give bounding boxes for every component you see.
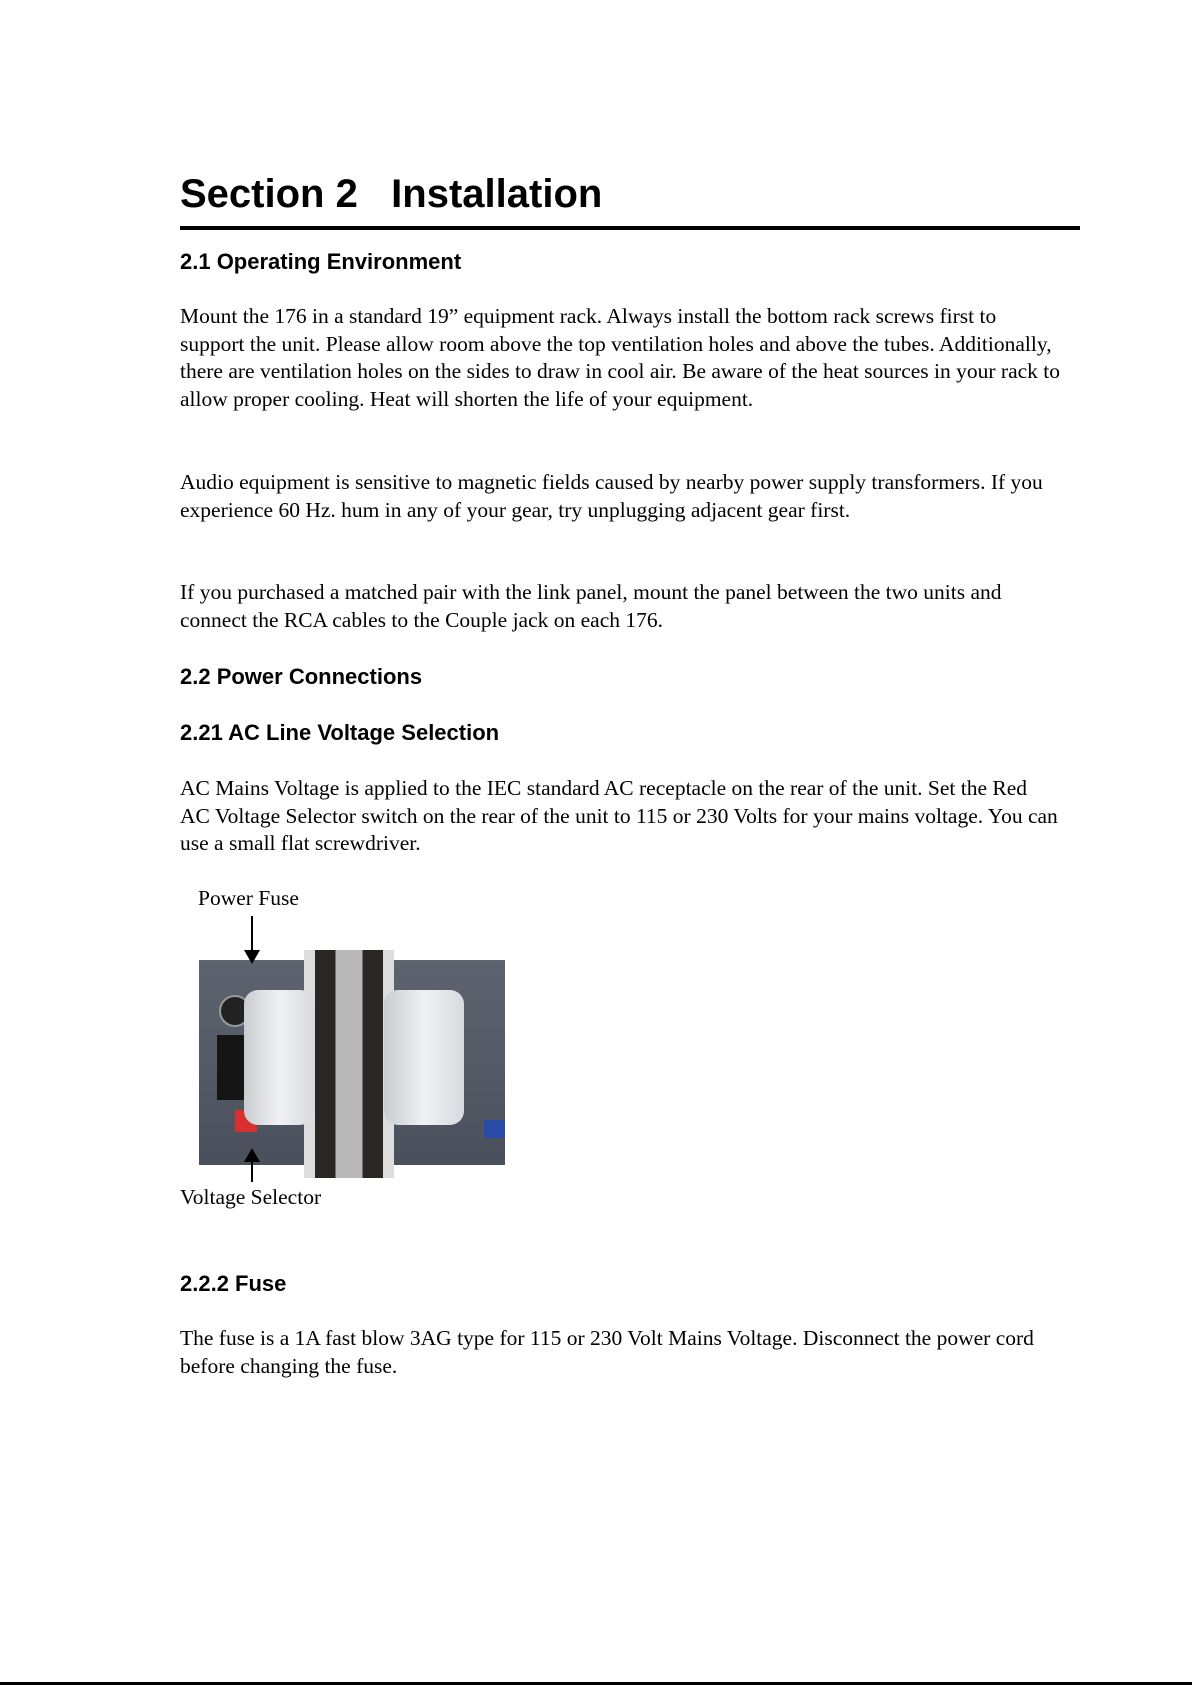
- arrowhead-down-icon: [244, 950, 260, 964]
- paragraph-ac-mains: AC Mains Voltage is applied to the IEC standard AC receptacle on the rear of the unit. Set the Red AC Voltage Selector switch on the rear of the unit to 115 or 230 Volts for your mains voltage. You can use a small flat screwdriver.: [180, 776, 1058, 856]
- title-divider: [180, 226, 1080, 230]
- paragraph-link-panel: If you purchased a matched pair with the link panel, mount the panel between the two units and connect the RCA cables to the Couple jack on each 176.: [180, 580, 1002, 632]
- panel-label-blue: [484, 1120, 505, 1138]
- heading-power-connections: 2.2 Power Connections: [180, 664, 423, 689]
- paragraph-rack-mounting: Mount the 176 in a standard 19” equipment rack. Always install the bottom rack screws first to support the unit. Please allow room above the top ventilation holes and above the tubes. Additionally, there are ventilation holes on the sides to draw in cool air. Be aware of the heat sources in your rack to allow proper cooling. Heat will shorten the life of your equipment.: [180, 304, 1061, 411]
- transformer-cover-left: [244, 990, 314, 1125]
- heading-ac-line-voltage: 2.21 AC Line Voltage Selection: [180, 720, 500, 745]
- section-title: Section 2 Installation: [180, 172, 603, 216]
- paragraph-magnetic-fields: Audio equipment is sensitive to magnetic fields caused by nearby power supply transformers. If you experience 60 Hz. hum in any of your gear, try unplugging adjacent gear first.: [180, 470, 1043, 522]
- heading-fuse: 2.2.2 Fuse: [180, 1271, 287, 1296]
- label-voltage-selector: Voltage Selector: [180, 1185, 322, 1209]
- transformer-cover-right: [384, 990, 464, 1125]
- arrow-up-icon: [251, 1160, 253, 1182]
- transformer-core: [304, 950, 394, 1178]
- label-power-fuse: Power Fuse: [198, 886, 299, 910]
- rear-panel-photo: [199, 950, 505, 1178]
- arrowhead-up-icon: [244, 1148, 260, 1162]
- heading-operating-environment: 2.1 Operating Environment: [180, 249, 462, 274]
- paragraph-fuse: The fuse is a 1A fast blow 3AG type for 115 or 230 Volt Mains Voltage. Disconnect the power cord before changing the fuse.: [180, 1326, 1034, 1378]
